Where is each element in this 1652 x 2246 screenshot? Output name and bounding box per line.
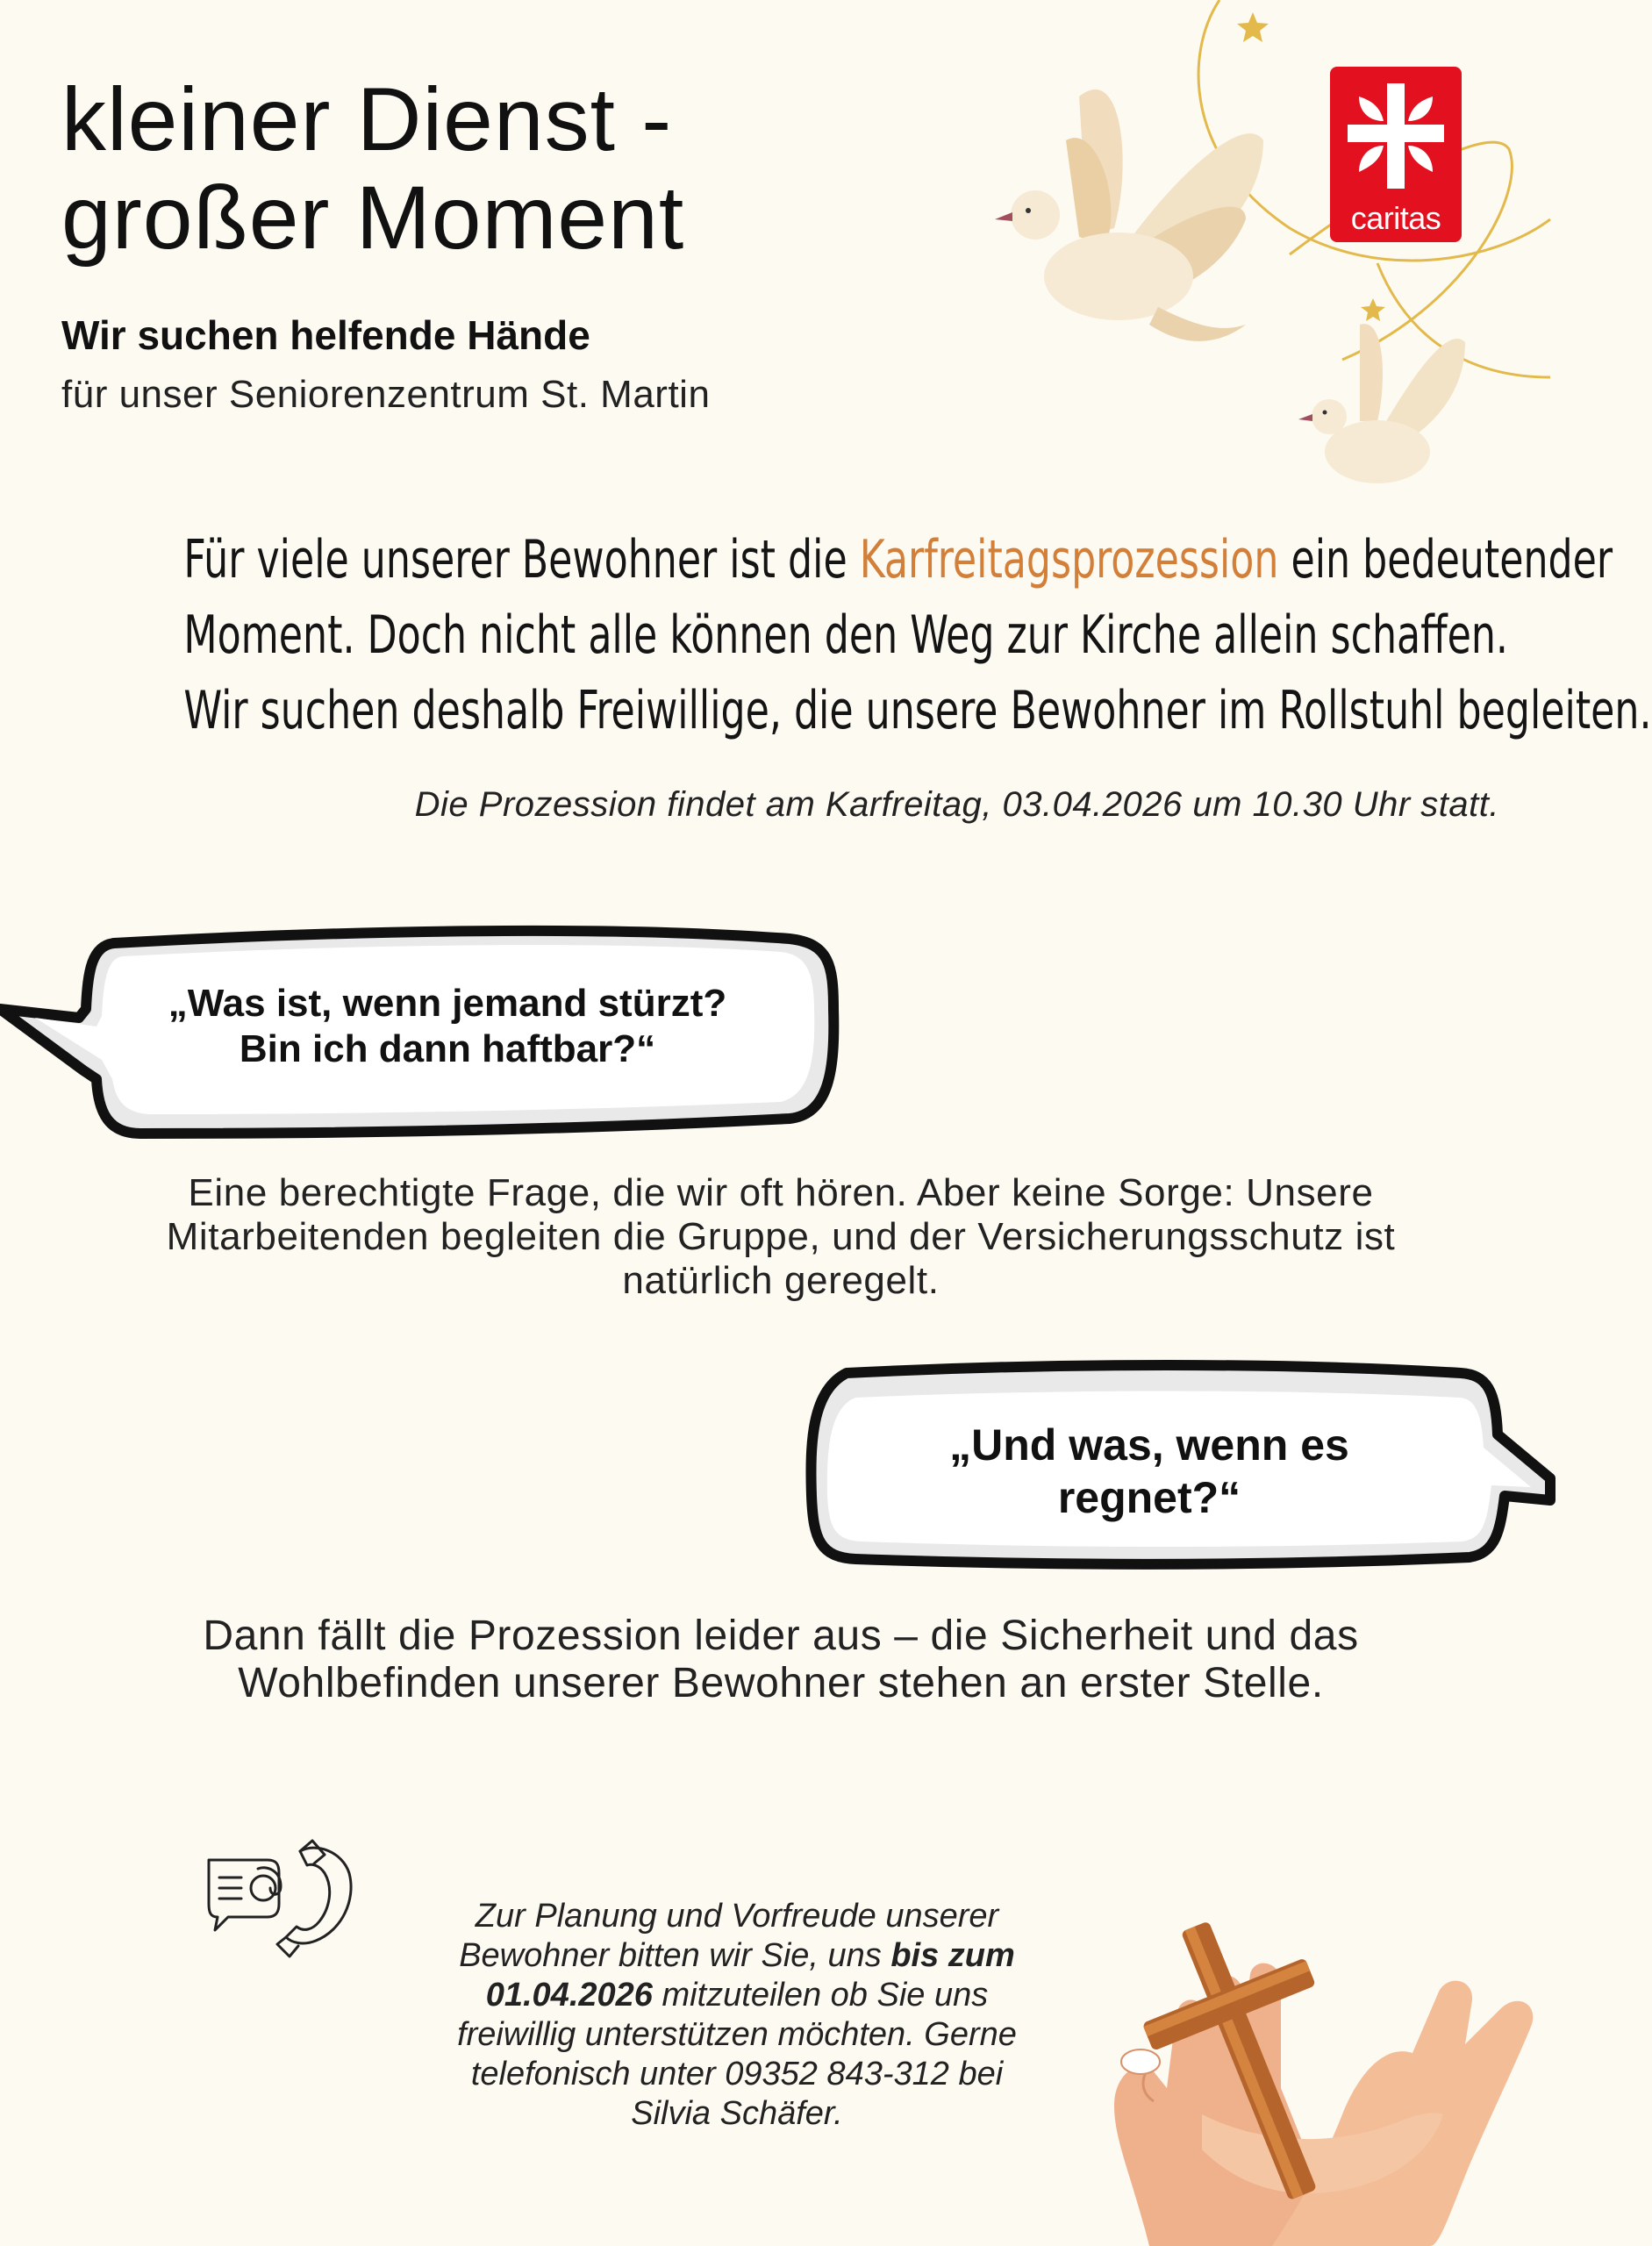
caritas-flame-cross-icon [1343, 79, 1448, 193]
contact-line-2: Bewohner bitten wir Sie, uns [459, 1937, 891, 1974]
subtitle-bold: Wir suchen helfende Hände [61, 312, 590, 358]
question-1-line-1: „Was ist, wenn jemand stürzt? [168, 982, 727, 1025]
page-title [61, 70, 684, 267]
faq-question-1 [114, 981, 781, 1072]
dove-icon [983, 61, 1272, 351]
faq-question-2 [842, 1419, 1456, 1524]
intro-line-3: Wir suchen deshalb Freiwillige, die unsere Bewohner im Rollstuhl begleiten. [183, 680, 1652, 741]
intro-text: ein bedeutender [1278, 529, 1613, 590]
caritas-logo [1330, 67, 1462, 242]
contact-paragraph [377, 1897, 1097, 2134]
contact-line-4: freiwillig unterstützen möchten. Gerne [457, 2016, 1017, 2053]
highlight-karfreitagsprozession: Karfreitagsprozession [859, 529, 1279, 590]
hands-holding-cross-icon [1097, 1913, 1550, 2246]
question-1-line-2: Bin ich dann haftbar?“ [239, 1027, 656, 1070]
intro-text: Für viele unserer Bewohner ist die [183, 529, 860, 590]
email-phone-contact-icon [202, 1834, 360, 1956]
answer-1-line-1: Eine berechtigte Frage, die wir oft hören. Aber keine Sorge: Unsere [188, 1171, 1374, 1214]
question-2-line-2: regnet?“ [1057, 1473, 1241, 1522]
answer-1-line-3: natürlich geregelt. [622, 1259, 940, 1302]
contact-line-3: mitzuteilen ob Sie uns [652, 1977, 989, 2014]
faq-answer-2 [53, 1613, 1509, 1707]
answer-1-line-2: Mitarbeitenden begleiten die Gruppe, und der Versicherungsschutz ist [166, 1215, 1396, 1258]
answer-2-line-2: Wohlbefinden unserer Bewohner stehen an erster Stelle. [238, 1660, 1324, 1706]
dove-icon [1290, 307, 1474, 500]
intro-line-1 [183, 522, 1613, 597]
logo-label: caritas [1350, 200, 1441, 236]
contact-line-5: telefonisch unter 09352 843-312 bei [470, 2056, 1004, 2092]
title-line-1: kleiner Dienst - [61, 69, 673, 169]
subtitle: für unser Seniorenzentrum St. Martin [61, 373, 711, 416]
intro-paragraph [183, 522, 1652, 748]
title-line-2: großer Moment [61, 168, 685, 268]
faq-answer-1 [53, 1171, 1509, 1303]
contact-line-6: Silvia Schäfer. [631, 2095, 843, 2132]
question-2-line-1: „Und was, wenn es [949, 1420, 1349, 1470]
contact-line-1: Zur Planung und Vorfreude unserer [475, 1898, 999, 1935]
intro-line-2: Moment. Doch nicht alle können den Weg zur Kirche allein schaffen. [183, 604, 1508, 666]
deadline-prefix: bis zum [890, 1937, 1015, 1974]
event-date-text: Die Prozession findet am Karfreitag, 03.04.2026 um 10.30 Uhr statt. [414, 785, 1499, 824]
deadline-date: 01.04.2026 [485, 1977, 653, 2014]
star-icon [1237, 12, 1269, 42]
answer-2-line-1: Dann fällt die Prozession leider aus – die Sicherheit und das [203, 1613, 1359, 1659]
